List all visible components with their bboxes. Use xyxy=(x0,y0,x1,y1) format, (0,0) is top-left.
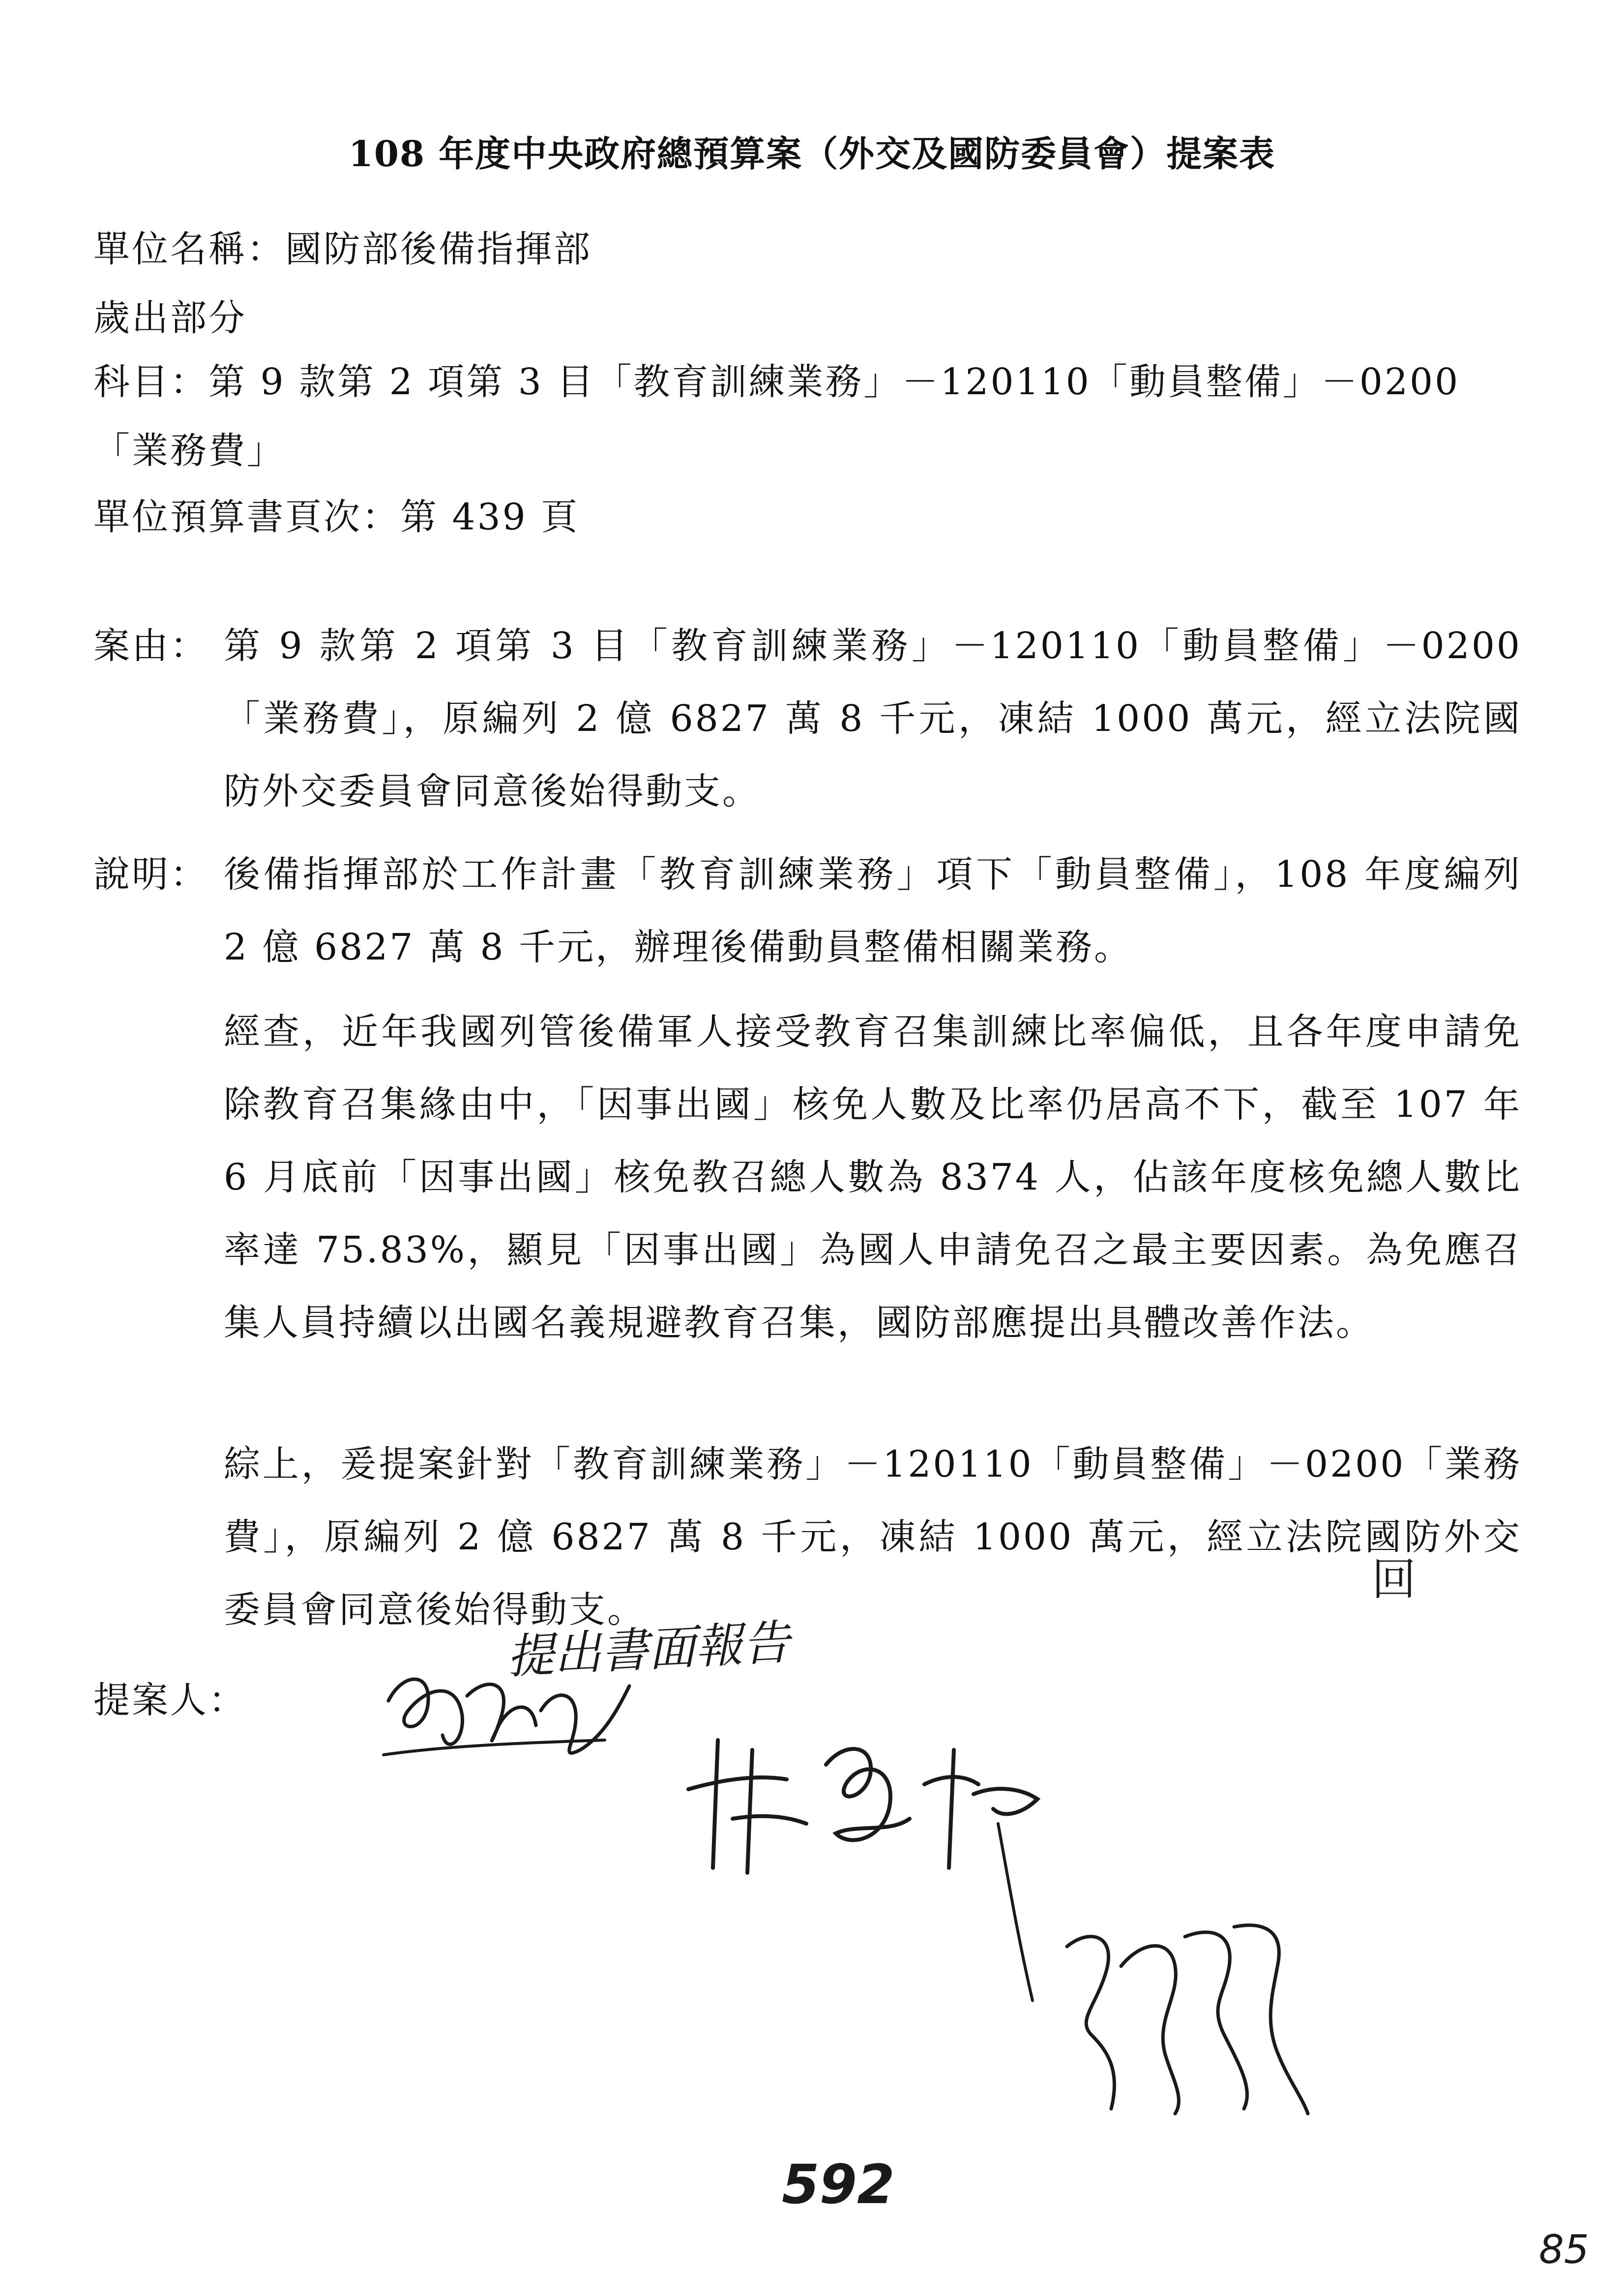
reason-label: 案由： xyxy=(93,625,208,667)
subject-line-2: 「業務費」 xyxy=(93,430,285,472)
budget-section: 歲出部分 xyxy=(93,297,247,339)
explain-text: 後備指揮部於工作計畫「教育訓練業務」項下「動員整備」，108 年度編列 2 億 6827 萬 8 千元，辦理後備動員整備相關業務。 xyxy=(224,853,1522,968)
page-number-corner: 85 xyxy=(1539,2227,1589,2272)
handwritten-note: 提出書面報告 xyxy=(505,1614,791,1685)
handwritten-mark: 回 xyxy=(1372,1554,1416,1605)
unit-name: 單位名稱：國防部後備指揮部 xyxy=(93,228,592,270)
page-number-center: 592 xyxy=(782,2153,895,2216)
signature-1 xyxy=(374,1642,649,1789)
document-title: 108 年度中央政府總預算案（外交及國防委員會）提案表 xyxy=(348,133,1276,174)
finding-paragraph: 經查，近年我國列管後備軍人接受教育召集訓練比率偏低，且各年度申請免除教育召集緣由中，「因事出國」核免人數及比率仍居高不下，截至 107 年 6 月底前「因事出國」核免教召總人數為 8374 人，佔該年度核免總人數比率達 75.83%，顯見「因事出國」為國人申請免召之最主要因素。為免應召集人員持續以出國名義規避教育召集，國防部應提出具體改善作法。 xyxy=(224,1011,1522,1344)
page-reference: 單位預算書頁次：第 439 頁 xyxy=(93,496,580,538)
signature-3 xyxy=(1047,1907,1323,2123)
subject-line-1: 科目：第 9 款第 2 項第 3 目「教育訓練業務」－120110「動員整備」－0200 xyxy=(93,361,1460,403)
signature-stroke xyxy=(988,1819,1047,2005)
summary-paragraph: 綜上，爰提案針對「教育訓練業務」－120110「動員整備」－0200「業務費」，原編列 2 億 6827 萬 8 千元，凍結 1000 萬元，經立法院國防外交委員會同意後始得動支。 xyxy=(224,1443,1522,1631)
reason-text: 第 9 款第 2 項第 3 目「教育訓練業務」－120110「動員整備」－0200「業務費」，原編列 2 億 6827 萬 8 千元，凍結 1000 萬元，經立法院國防外交委員會同意後始得動支。 xyxy=(224,625,1522,813)
explain-label: 說明： xyxy=(93,853,208,896)
proposer-label: 提案人： xyxy=(93,1679,247,1721)
